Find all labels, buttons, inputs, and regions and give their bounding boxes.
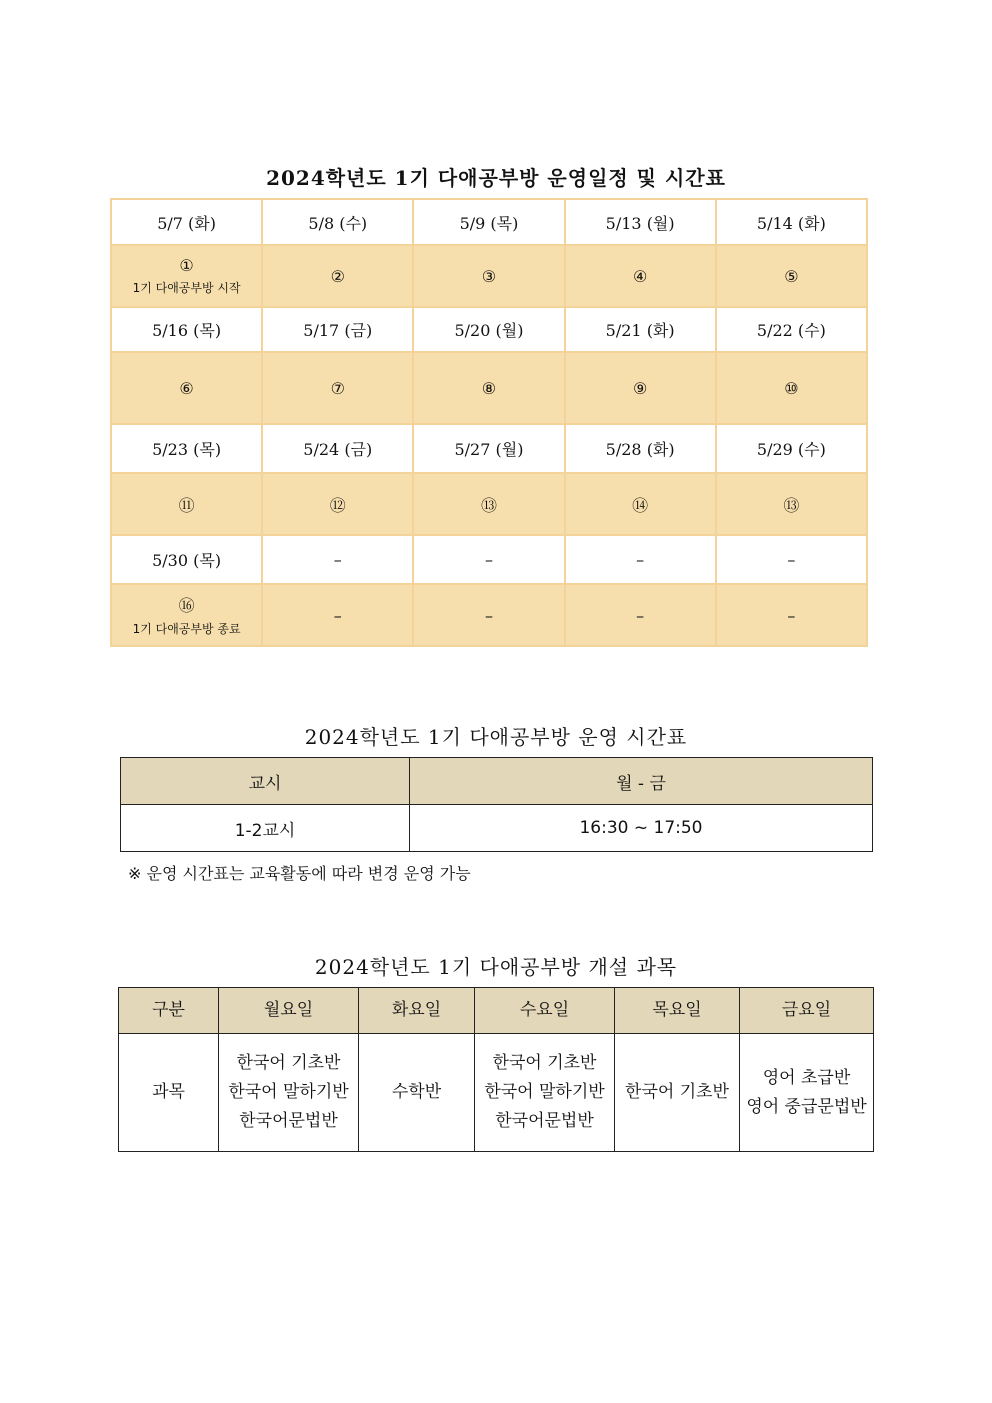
- date-cell: –: [565, 535, 716, 584]
- subject-item: 한국어 말하기반: [228, 1082, 349, 1102]
- date-cell: 5/23 (목): [111, 424, 262, 473]
- header-cell: 교시: [121, 758, 410, 805]
- date-cell: 5/22 (수): [716, 307, 867, 352]
- header-cell: 화요일: [359, 988, 475, 1034]
- subjects-header-row: [119, 988, 874, 1034]
- date-cell: 5/28 (화): [565, 424, 716, 473]
- session-number: ⑧: [481, 378, 497, 398]
- subject-item: 영어 초급반: [762, 1067, 851, 1088]
- session-cell: [413, 245, 564, 307]
- subject-item: 수학반: [391, 1082, 442, 1102]
- session-cell: [413, 584, 564, 646]
- session-number: –: [484, 605, 493, 625]
- session-cell: [565, 245, 716, 307]
- session-cell: [111, 352, 262, 424]
- timetable-header-row: [121, 758, 873, 805]
- header-cell: 목요일: [615, 988, 740, 1034]
- date-cell: 5/24 (금): [262, 424, 413, 473]
- timetable-row: [121, 805, 873, 852]
- tuesday-subjects: [359, 1034, 475, 1152]
- subjects-row: [119, 1034, 874, 1152]
- session-number: ③: [481, 266, 497, 286]
- date-cell: 5/7 (화): [111, 199, 262, 245]
- session-cell: [565, 584, 716, 646]
- session-cell: [262, 473, 413, 535]
- session-cell: [716, 245, 867, 307]
- session-number: ⑦: [330, 378, 345, 398]
- date-cell: –: [413, 535, 564, 584]
- time-cell: 16:30 ~ 17:50: [410, 805, 873, 852]
- row-label: 과목: [119, 1034, 219, 1152]
- header-cell: 월 - 금: [410, 758, 873, 805]
- date-cell: 5/29 (수): [716, 424, 867, 473]
- date-cell: 5/14 (화): [716, 199, 867, 245]
- session-number: ⑪: [178, 495, 195, 515]
- session-cell: [111, 245, 262, 307]
- friday-subjects: [740, 1034, 874, 1152]
- session-note: 1기 다애공부방 시작: [132, 281, 241, 295]
- session-cell: [716, 584, 867, 646]
- session-number: –: [333, 605, 342, 625]
- schedule-session-row: [111, 245, 867, 307]
- subject-item: 한국어 말하기반: [484, 1082, 605, 1102]
- session-number: –: [787, 605, 796, 625]
- session-cell: [111, 584, 262, 646]
- timetable-remark: ※ 운영 시간표는 교육활동에 따라 변경 운영 가능: [128, 864, 471, 883]
- schedule-session-row: [111, 352, 867, 424]
- schedule-table: [110, 198, 868, 647]
- session-cell: [262, 352, 413, 424]
- session-cell: [111, 473, 262, 535]
- session-cell: [262, 584, 413, 646]
- session-number: ⑯: [178, 596, 195, 615]
- session-number: ⑭: [632, 495, 649, 515]
- session-number: –: [636, 605, 645, 625]
- date-cell: 5/8 (수): [262, 199, 413, 245]
- header-cell: 금요일: [740, 988, 874, 1034]
- date-cell: 5/30 (목): [111, 535, 262, 584]
- schedule-date-row: [111, 199, 867, 245]
- date-cell: –: [262, 535, 413, 584]
- subjects-table: [118, 987, 874, 1152]
- session-number: ⑫: [329, 495, 346, 515]
- session-cell: [262, 245, 413, 307]
- schedule-title: 2024학년도 1기 다애공부방 운영일정 및 시간표: [266, 166, 726, 190]
- session-note: 1기 다애공부방 종료: [132, 622, 241, 636]
- wednesday-subjects: [475, 1034, 615, 1152]
- session-cell: [565, 473, 716, 535]
- thursday-subjects: [615, 1034, 740, 1152]
- session-cell: [413, 473, 564, 535]
- subjects-title: 2024학년도 1기 다애공부방 개설 과목: [314, 955, 678, 979]
- session-number: ⑤: [784, 266, 799, 286]
- date-cell: 5/13 (월): [565, 199, 716, 245]
- date-cell: 5/17 (금): [262, 307, 413, 352]
- timetable-title: 2024학년도 1기 다애공부방 운영 시간표: [304, 725, 688, 749]
- session-number: ⑥: [179, 378, 194, 398]
- schedule-date-row: [111, 535, 867, 584]
- header-cell: 구분: [119, 988, 219, 1034]
- session-number: ④: [632, 266, 648, 286]
- monday-subjects: [219, 1034, 359, 1152]
- timetable-table: [120, 757, 873, 852]
- session-cell: [716, 473, 867, 535]
- schedule-session-row: [111, 473, 867, 535]
- subject-item: 한국어 기초반: [625, 1082, 729, 1102]
- session-cell: [565, 352, 716, 424]
- session-number: ⑩: [784, 378, 799, 398]
- header-cell: 수요일: [475, 988, 615, 1034]
- date-cell: –: [716, 535, 867, 584]
- header-cell: 월요일: [219, 988, 359, 1034]
- subject-item: 한국어 기초반: [492, 1053, 597, 1073]
- date-cell: 5/21 (화): [565, 307, 716, 352]
- session-cell: [413, 352, 564, 424]
- date-cell: 5/27 (월): [413, 424, 564, 473]
- date-cell: 5/16 (목): [111, 307, 262, 352]
- session-number: ⑨: [632, 378, 648, 398]
- session-number: ⑬: [480, 495, 497, 515]
- period-cell: 1-2교시: [121, 805, 410, 852]
- date-cell: 5/9 (목): [413, 199, 564, 245]
- subject-item: 한국어 기초반: [236, 1053, 341, 1073]
- subject-item: 한국어문법반: [495, 1111, 594, 1131]
- schedule-date-row: [111, 307, 867, 352]
- subject-item: 한국어문법반: [239, 1111, 338, 1131]
- schedule-session-row: [111, 584, 867, 646]
- session-cell: [716, 352, 867, 424]
- session-number: ⑬: [783, 495, 800, 515]
- session-number: ①: [179, 256, 194, 275]
- subject-item: 영어 중급문법반: [746, 1096, 867, 1117]
- schedule-date-row: [111, 424, 867, 473]
- date-cell: 5/20 (월): [413, 307, 564, 352]
- session-number: ②: [330, 266, 345, 286]
